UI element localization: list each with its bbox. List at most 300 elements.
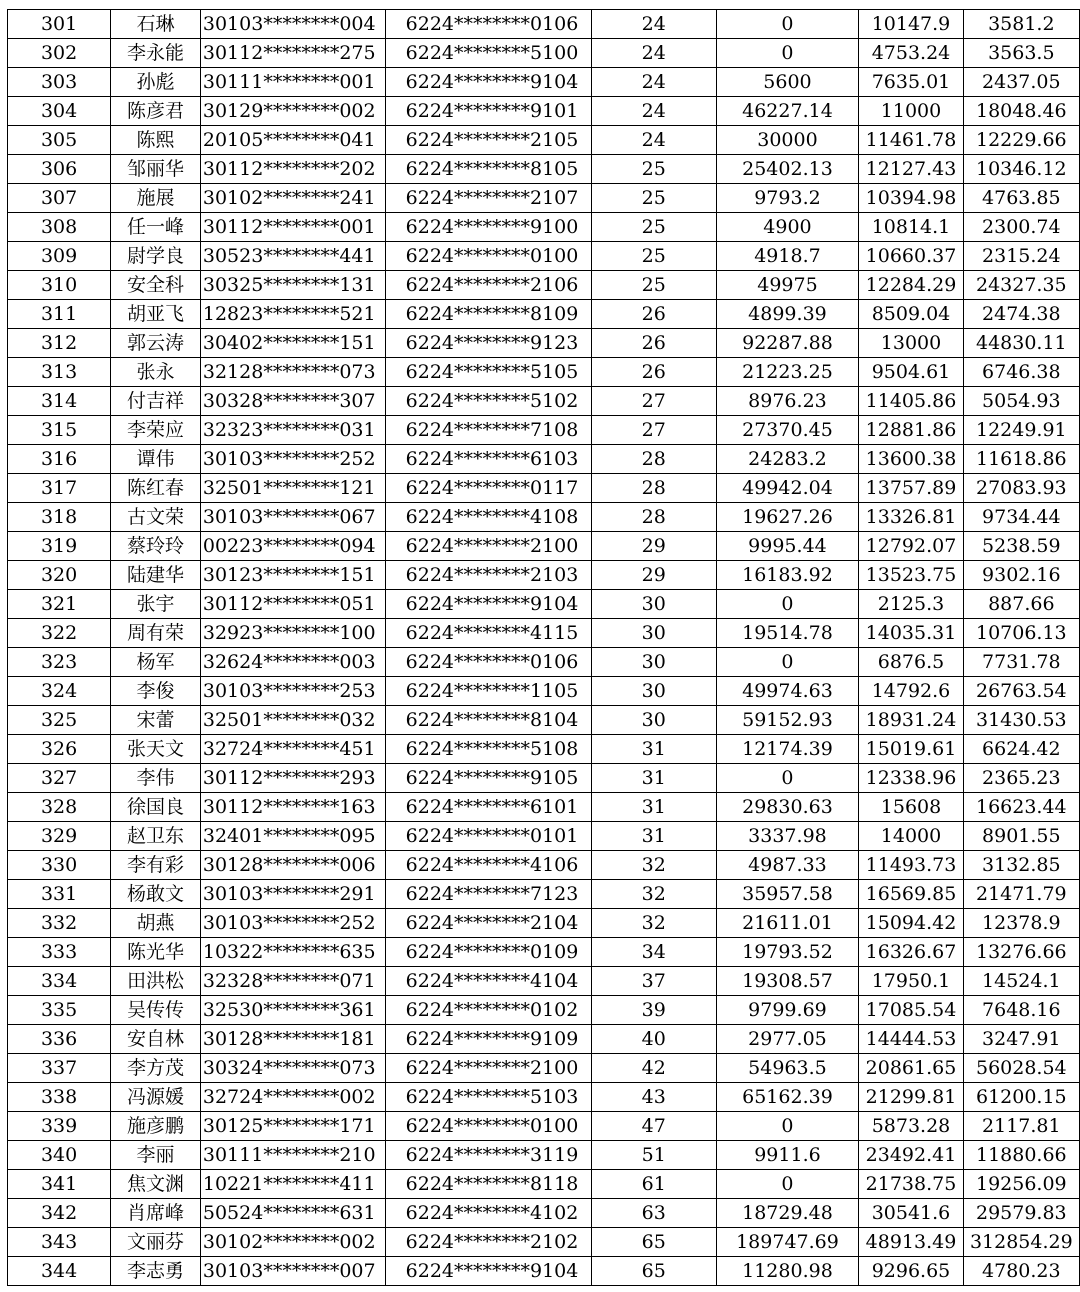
cell-count: 30 — [591, 706, 716, 735]
cell-amount-c: 31430.53 — [963, 706, 1079, 735]
cell-person-name: 肖席峰 — [111, 1199, 201, 1228]
cell-amount-b: 11461.78 — [859, 126, 963, 155]
cell-row-number: 308 — [8, 213, 111, 242]
cell-amount-c: 29579.83 — [963, 1199, 1079, 1228]
cell-count: 47 — [591, 1112, 716, 1141]
cell-id-number: 30102********002 — [200, 1228, 385, 1257]
cell-count: 28 — [591, 503, 716, 532]
cell-card-number: 6224********0106 — [385, 648, 591, 677]
cell-amount-a: 54963.5 — [716, 1054, 859, 1083]
cell-card-number: 6224********0106 — [385, 10, 591, 39]
table-row — [8, 1025, 1080, 1054]
cell-person-name: 李俊 — [111, 677, 201, 706]
cell-count: 61 — [591, 1170, 716, 1199]
cell-id-number: 30128********181 — [200, 1025, 385, 1054]
cell-row-number: 328 — [8, 793, 111, 822]
cell-row-number: 317 — [8, 474, 111, 503]
cell-id-number: 30324********073 — [200, 1054, 385, 1083]
cell-card-number: 6224********8104 — [385, 706, 591, 735]
cell-person-name: 蔡玲玲 — [111, 532, 201, 561]
cell-person-name: 施彦鹏 — [111, 1112, 201, 1141]
cell-id-number: 30111********001 — [200, 68, 385, 97]
cell-count: 31 — [591, 735, 716, 764]
cell-amount-c: 26763.54 — [963, 677, 1079, 706]
cell-row-number: 306 — [8, 155, 111, 184]
cell-count: 28 — [591, 474, 716, 503]
cell-card-number: 6224********5105 — [385, 358, 591, 387]
table-row — [8, 706, 1080, 735]
cell-id-number: 30112********293 — [200, 764, 385, 793]
cell-row-number: 323 — [8, 648, 111, 677]
cell-count: 24 — [591, 39, 716, 68]
cell-amount-c: 2300.74 — [963, 213, 1079, 242]
cell-count: 31 — [591, 793, 716, 822]
cell-row-number: 342 — [8, 1199, 111, 1228]
cell-amount-b: 10814.1 — [859, 213, 963, 242]
cell-row-number: 331 — [8, 880, 111, 909]
cell-id-number: 30402********151 — [200, 329, 385, 358]
cell-count: 27 — [591, 387, 716, 416]
table-row — [8, 793, 1080, 822]
cell-amount-c: 2437.05 — [963, 68, 1079, 97]
table-row — [8, 561, 1080, 590]
cell-row-number: 301 — [8, 10, 111, 39]
cell-row-number: 343 — [8, 1228, 111, 1257]
cell-amount-c: 3247.91 — [963, 1025, 1079, 1054]
cell-row-number: 324 — [8, 677, 111, 706]
cell-card-number: 6224********0102 — [385, 996, 591, 1025]
cell-count: 32 — [591, 851, 716, 880]
cell-row-number: 326 — [8, 735, 111, 764]
cell-person-name: 焦文渊 — [111, 1170, 201, 1199]
cell-amount-a: 46227.14 — [716, 97, 859, 126]
cell-amount-a: 0 — [716, 590, 859, 619]
cell-amount-c: 11618.86 — [963, 445, 1079, 474]
cell-amount-b: 18931.24 — [859, 706, 963, 735]
table-row — [8, 416, 1080, 445]
cell-amount-b: 9296.65 — [859, 1257, 963, 1286]
cell-amount-a: 27370.45 — [716, 416, 859, 445]
cell-id-number: 30103********291 — [200, 880, 385, 909]
cell-person-name: 胡燕 — [111, 909, 201, 938]
cell-card-number: 6224********2106 — [385, 271, 591, 300]
cell-card-number: 6224********4106 — [385, 851, 591, 880]
cell-card-number: 6224********9100 — [385, 213, 591, 242]
cell-amount-c: 3563.5 — [963, 39, 1079, 68]
cell-amount-c: 2365.23 — [963, 764, 1079, 793]
cell-row-number: 303 — [8, 68, 111, 97]
cell-amount-b: 10660.37 — [859, 242, 963, 271]
table-row — [8, 271, 1080, 300]
cell-id-number: 30125********171 — [200, 1112, 385, 1141]
cell-amount-b: 12881.86 — [859, 416, 963, 445]
cell-card-number: 6224********0100 — [385, 1112, 591, 1141]
cell-amount-b: 13326.81 — [859, 503, 963, 532]
cell-card-number: 6224********0109 — [385, 938, 591, 967]
cell-amount-a: 8976.23 — [716, 387, 859, 416]
cell-amount-a: 0 — [716, 1170, 859, 1199]
cell-count: 30 — [591, 619, 716, 648]
table-row — [8, 677, 1080, 706]
cell-amount-a: 16183.92 — [716, 561, 859, 590]
cell-id-number: 30103********252 — [200, 445, 385, 474]
cell-amount-a: 4918.7 — [716, 242, 859, 271]
cell-id-number: 32401********095 — [200, 822, 385, 851]
cell-amount-a: 24283.2 — [716, 445, 859, 474]
cell-row-number: 305 — [8, 126, 111, 155]
cell-card-number: 6224********1105 — [385, 677, 591, 706]
cell-count: 29 — [591, 532, 716, 561]
cell-person-name: 古文荣 — [111, 503, 201, 532]
cell-amount-b: 14792.6 — [859, 677, 963, 706]
table-row — [8, 39, 1080, 68]
cell-id-number: 30103********067 — [200, 503, 385, 532]
cell-person-name: 张永 — [111, 358, 201, 387]
table-row — [8, 213, 1080, 242]
cell-amount-a: 9793.2 — [716, 184, 859, 213]
cell-row-number: 330 — [8, 851, 111, 880]
cell-card-number: 6224********9105 — [385, 764, 591, 793]
table-row — [8, 735, 1080, 764]
cell-row-number: 337 — [8, 1054, 111, 1083]
cell-amount-c: 5054.93 — [963, 387, 1079, 416]
table-row — [8, 329, 1080, 358]
cell-amount-a: 21611.01 — [716, 909, 859, 938]
cell-amount-c: 12249.91 — [963, 416, 1079, 445]
cell-amount-a: 19793.52 — [716, 938, 859, 967]
cell-amount-b: 15608 — [859, 793, 963, 822]
cell-id-number: 30103********004 — [200, 10, 385, 39]
cell-amount-a: 0 — [716, 648, 859, 677]
cell-count: 30 — [591, 648, 716, 677]
table-row — [8, 1083, 1080, 1112]
cell-amount-c: 10346.12 — [963, 155, 1079, 184]
table-row — [8, 590, 1080, 619]
cell-row-number: 329 — [8, 822, 111, 851]
cell-person-name: 张宇 — [111, 590, 201, 619]
cell-row-number: 334 — [8, 967, 111, 996]
cell-amount-b: 13000 — [859, 329, 963, 358]
table-row — [8, 764, 1080, 793]
cell-amount-c: 14524.1 — [963, 967, 1079, 996]
cell-count: 65 — [591, 1228, 716, 1257]
cell-count: 51 — [591, 1141, 716, 1170]
cell-amount-c: 2315.24 — [963, 242, 1079, 271]
cell-row-number: 312 — [8, 329, 111, 358]
cell-amount-c: 4763.85 — [963, 184, 1079, 213]
table-row — [8, 97, 1080, 126]
cell-amount-c: 12378.9 — [963, 909, 1079, 938]
table-row — [8, 358, 1080, 387]
cell-count: 25 — [591, 155, 716, 184]
table-row — [8, 445, 1080, 474]
cell-id-number: 12823********521 — [200, 300, 385, 329]
cell-count: 30 — [591, 590, 716, 619]
table-row — [8, 967, 1080, 996]
cell-amount-c: 27083.93 — [963, 474, 1079, 503]
cell-count: 26 — [591, 329, 716, 358]
cell-amount-b: 10394.98 — [859, 184, 963, 213]
cell-amount-a: 11280.98 — [716, 1257, 859, 1286]
cell-card-number: 6224********9123 — [385, 329, 591, 358]
table-row — [8, 996, 1080, 1025]
cell-amount-a: 4987.33 — [716, 851, 859, 880]
cell-amount-c: 2474.38 — [963, 300, 1079, 329]
cell-amount-b: 2125.3 — [859, 590, 963, 619]
cell-amount-c: 12229.66 — [963, 126, 1079, 155]
table-row — [8, 300, 1080, 329]
cell-row-number: 310 — [8, 271, 111, 300]
cell-id-number: 30112********001 — [200, 213, 385, 242]
cell-amount-b: 14000 — [859, 822, 963, 851]
cell-amount-b: 20861.65 — [859, 1054, 963, 1083]
cell-card-number: 6224********2100 — [385, 532, 591, 561]
cell-person-name: 尉学良 — [111, 242, 201, 271]
cell-row-number: 309 — [8, 242, 111, 271]
cell-amount-c: 2117.81 — [963, 1112, 1079, 1141]
cell-amount-a: 30000 — [716, 126, 859, 155]
cell-card-number: 6224********2100 — [385, 1054, 591, 1083]
cell-id-number: 32724********451 — [200, 735, 385, 764]
table-row — [8, 822, 1080, 851]
cell-id-number: 32323********031 — [200, 416, 385, 445]
cell-amount-a: 0 — [716, 10, 859, 39]
cell-count: 26 — [591, 300, 716, 329]
cell-amount-a: 9995.44 — [716, 532, 859, 561]
cell-card-number: 6224********8105 — [385, 155, 591, 184]
cell-amount-b: 48913.49 — [859, 1228, 963, 1257]
cell-count: 24 — [591, 68, 716, 97]
cell-card-number: 6224********8109 — [385, 300, 591, 329]
cell-amount-a: 9911.6 — [716, 1141, 859, 1170]
cell-card-number: 6224********5100 — [385, 39, 591, 68]
cell-amount-b: 6876.5 — [859, 648, 963, 677]
cell-person-name: 赵卫东 — [111, 822, 201, 851]
cell-row-number: 336 — [8, 1025, 111, 1054]
cell-id-number: 30103********253 — [200, 677, 385, 706]
cell-card-number: 6224********0117 — [385, 474, 591, 503]
cell-id-number: 30129********002 — [200, 97, 385, 126]
cell-id-number: 30112********275 — [200, 39, 385, 68]
cell-amount-c: 21471.79 — [963, 880, 1079, 909]
cell-count: 31 — [591, 764, 716, 793]
cell-count: 42 — [591, 1054, 716, 1083]
cell-amount-a: 9799.69 — [716, 996, 859, 1025]
cell-amount-c: 11880.66 — [963, 1141, 1079, 1170]
cell-count: 24 — [591, 97, 716, 126]
cell-card-number: 6224********4104 — [385, 967, 591, 996]
cell-amount-b: 13600.38 — [859, 445, 963, 474]
cell-amount-a: 0 — [716, 1112, 859, 1141]
table-row — [8, 1228, 1080, 1257]
cell-count: 32 — [591, 909, 716, 938]
cell-count: 34 — [591, 938, 716, 967]
cell-amount-c: 10706.13 — [963, 619, 1079, 648]
cell-amount-b: 16569.85 — [859, 880, 963, 909]
cell-person-name: 陈熙 — [111, 126, 201, 155]
cell-count: 24 — [591, 10, 716, 39]
cell-amount-b: 13523.75 — [859, 561, 963, 590]
cell-id-number: 30103********007 — [200, 1257, 385, 1286]
cell-amount-c: 3132.85 — [963, 851, 1079, 880]
cell-id-number: 30112********051 — [200, 590, 385, 619]
cell-amount-b: 13757.89 — [859, 474, 963, 503]
cell-amount-a: 19514.78 — [716, 619, 859, 648]
table-row — [8, 851, 1080, 880]
cell-amount-c: 9302.16 — [963, 561, 1079, 590]
cell-card-number: 6224********0101 — [385, 822, 591, 851]
cell-id-number: 30111********210 — [200, 1141, 385, 1170]
table-row — [8, 184, 1080, 213]
cell-amount-c: 56028.54 — [963, 1054, 1079, 1083]
cell-row-number: 339 — [8, 1112, 111, 1141]
cell-row-number: 321 — [8, 590, 111, 619]
table-row — [8, 619, 1080, 648]
cell-row-number: 318 — [8, 503, 111, 532]
cell-card-number: 6224********4108 — [385, 503, 591, 532]
cell-amount-b: 4753.24 — [859, 39, 963, 68]
cell-row-number: 316 — [8, 445, 111, 474]
cell-amount-c: 887.66 — [963, 590, 1079, 619]
cell-person-name: 安全科 — [111, 271, 201, 300]
cell-amount-b: 5873.28 — [859, 1112, 963, 1141]
cell-amount-c: 8901.55 — [963, 822, 1079, 851]
cell-card-number: 6224********2105 — [385, 126, 591, 155]
cell-count: 28 — [591, 445, 716, 474]
cell-person-name: 李方茂 — [111, 1054, 201, 1083]
cell-person-name: 安自林 — [111, 1025, 201, 1054]
cell-id-number: 30325********131 — [200, 271, 385, 300]
cell-amount-a: 189747.69 — [716, 1228, 859, 1257]
cell-count: 32 — [591, 880, 716, 909]
cell-count: 65 — [591, 1257, 716, 1286]
cell-count: 25 — [591, 242, 716, 271]
cell-count: 63 — [591, 1199, 716, 1228]
cell-row-number: 327 — [8, 764, 111, 793]
cell-amount-a: 92287.88 — [716, 329, 859, 358]
cell-count: 25 — [591, 271, 716, 300]
table-row — [8, 1170, 1080, 1199]
data-sheet — [7, 9, 1080, 1286]
cell-amount-a: 49942.04 — [716, 474, 859, 503]
table-row — [8, 68, 1080, 97]
cell-person-name: 付吉祥 — [111, 387, 201, 416]
cell-person-name: 李丽 — [111, 1141, 201, 1170]
cell-amount-c: 3581.2 — [963, 10, 1079, 39]
cell-person-name: 胡亚飞 — [111, 300, 201, 329]
cell-card-number: 6224********0100 — [385, 242, 591, 271]
table-row — [8, 126, 1080, 155]
cell-amount-b: 8509.04 — [859, 300, 963, 329]
cell-card-number: 6224********5102 — [385, 387, 591, 416]
cell-id-number: 30112********163 — [200, 793, 385, 822]
cell-person-name: 谭伟 — [111, 445, 201, 474]
cell-person-name: 陆建华 — [111, 561, 201, 590]
cell-row-number: 338 — [8, 1083, 111, 1112]
cell-person-name: 郭云涛 — [111, 329, 201, 358]
cell-amount-a: 19627.26 — [716, 503, 859, 532]
cell-person-name: 李志勇 — [111, 1257, 201, 1286]
cell-amount-b: 14444.53 — [859, 1025, 963, 1054]
cell-amount-c: 13276.66 — [963, 938, 1079, 967]
cell-card-number: 6224********9104 — [385, 590, 591, 619]
cell-row-number: 314 — [8, 387, 111, 416]
cell-amount-c: 44830.11 — [963, 329, 1079, 358]
table-row — [8, 10, 1080, 39]
table-row — [8, 532, 1080, 561]
cell-person-name: 田洪松 — [111, 967, 201, 996]
cell-amount-b: 14035.31 — [859, 619, 963, 648]
cell-person-name: 冯源媛 — [111, 1083, 201, 1112]
cell-count: 31 — [591, 822, 716, 851]
cell-amount-a: 4899.39 — [716, 300, 859, 329]
cell-person-name: 周有荣 — [111, 619, 201, 648]
cell-count: 39 — [591, 996, 716, 1025]
cell-count: 40 — [591, 1025, 716, 1054]
cell-amount-b: 17085.54 — [859, 996, 963, 1025]
cell-id-number: 32724********002 — [200, 1083, 385, 1112]
cell-row-number: 325 — [8, 706, 111, 735]
table-row — [8, 1112, 1080, 1141]
cell-amount-b: 10147.9 — [859, 10, 963, 39]
cell-card-number: 6224********7123 — [385, 880, 591, 909]
table-row — [8, 503, 1080, 532]
cell-amount-c: 24327.35 — [963, 271, 1079, 300]
cell-amount-c: 7731.78 — [963, 648, 1079, 677]
cell-amount-a: 65162.39 — [716, 1083, 859, 1112]
cell-card-number: 6224********2104 — [385, 909, 591, 938]
cell-id-number: 10322********635 — [200, 938, 385, 967]
cell-person-name: 孙彪 — [111, 68, 201, 97]
cell-amount-a: 0 — [716, 764, 859, 793]
cell-count: 24 — [591, 126, 716, 155]
cell-amount-a: 3337.98 — [716, 822, 859, 851]
cell-amount-b: 12127.43 — [859, 155, 963, 184]
cell-person-name: 李伟 — [111, 764, 201, 793]
cell-row-number: 333 — [8, 938, 111, 967]
cell-amount-a: 49975 — [716, 271, 859, 300]
cell-card-number: 6224********7108 — [385, 416, 591, 445]
cell-count: 37 — [591, 967, 716, 996]
cell-amount-c: 5238.59 — [963, 532, 1079, 561]
cell-count: 29 — [591, 561, 716, 590]
cell-count: 25 — [591, 213, 716, 242]
cell-id-number: 30328********307 — [200, 387, 385, 416]
cell-id-number: 32501********032 — [200, 706, 385, 735]
cell-person-name: 石琳 — [111, 10, 201, 39]
cell-amount-a: 5600 — [716, 68, 859, 97]
cell-id-number: 32328********071 — [200, 967, 385, 996]
cell-amount-b: 12338.96 — [859, 764, 963, 793]
cell-amount-b: 15019.61 — [859, 735, 963, 764]
cell-row-number: 344 — [8, 1257, 111, 1286]
cell-card-number: 6224********3119 — [385, 1141, 591, 1170]
cell-person-name: 徐国良 — [111, 793, 201, 822]
cell-person-name: 杨敢文 — [111, 880, 201, 909]
cell-amount-c: 9734.44 — [963, 503, 1079, 532]
cell-amount-c: 6624.42 — [963, 735, 1079, 764]
cell-card-number: 6224********8118 — [385, 1170, 591, 1199]
cell-row-number: 340 — [8, 1141, 111, 1170]
table-row — [8, 648, 1080, 677]
cell-row-number: 315 — [8, 416, 111, 445]
cell-amount-b: 12284.29 — [859, 271, 963, 300]
cell-amount-b: 9504.61 — [859, 358, 963, 387]
cell-card-number: 6224********9104 — [385, 68, 591, 97]
cell-amount-c: 61200.15 — [963, 1083, 1079, 1112]
cell-amount-c: 4780.23 — [963, 1257, 1079, 1286]
cell-amount-b: 11000 — [859, 97, 963, 126]
